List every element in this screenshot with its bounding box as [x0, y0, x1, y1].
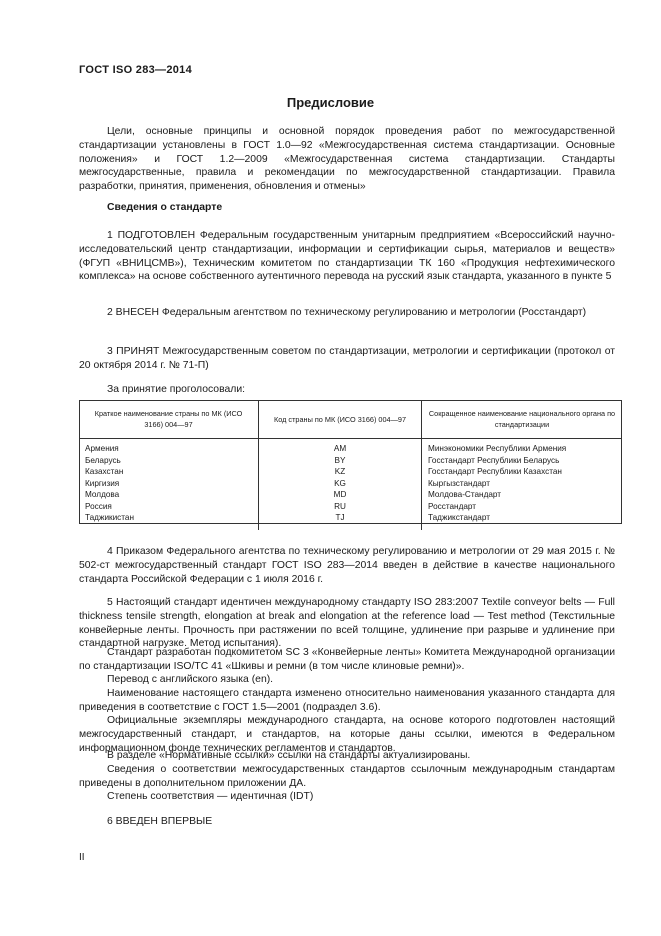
- code-cell: BY: [259, 455, 422, 467]
- table-header-row: [79, 400, 622, 439]
- item-2-paragraph: 2 ВНЕСЕН Федеральным агентством по техническому регулированию и метрологии (Росстандарт): [107, 307, 587, 318]
- code-cell: RU: [259, 501, 422, 513]
- code-cell: MD: [259, 489, 422, 501]
- code-cell: KG: [259, 478, 422, 490]
- section-heading: Сведения о стандарте: [107, 202, 223, 213]
- intro-paragraph: Цели, основные принципы и основной порядок проведения работ по межгосударственной стандартизации установлены в ГОСТ 1.0—92 «Межгосударственная система стандартизации. Основные положения» и ГОСТ 1.2—2009 «Межгосударственная система стандартизации. Стандарты межгосударственные, правила и рекомендации по межгосударственной стандартизации. Правила разработки, принятия, применения, обновления и отмены»: [79, 126, 615, 193]
- table-row: [79, 478, 622, 490]
- body-cell: Росстандарт: [428, 501, 477, 511]
- table-header-country: Краткое наименование страны по МК (ИСО 3166) 004—97: [79, 400, 259, 439]
- page-number: II: [79, 852, 85, 863]
- item-5-committee-paragraph: Стандарт разработан подкомитетом SC 3 «Конвейерные ленты» Комитета Международной организации по стандартизации ISO/TC 41 «Шкивы и ремни (в том числе клиновые ремни)».: [79, 647, 615, 672]
- item-5-official-copies-paragraph: Официальные экземпляры международного стандарта, на основе которого подготовлен настоящий межгосударственный стандарт, и стандартов, на которые даны ссылки, имеются в Федеральном информационном фонде технических регламентов и стандартов.: [79, 715, 615, 754]
- code-cell: KZ: [259, 466, 422, 478]
- country-cell: Беларусь: [79, 455, 259, 467]
- table-row: [79, 489, 622, 501]
- vote-intro: За принятие проголосовали:: [107, 384, 246, 395]
- item-5-translation-paragraph: Перевод с английского языка (en).: [107, 674, 274, 685]
- table-row: [79, 439, 622, 455]
- page-title: Предисловие: [286, 95, 375, 110]
- country-cell: Молдова: [79, 489, 259, 501]
- item-5-degree-paragraph: Степень соответствия — идентичная (IDT): [107, 791, 314, 802]
- document-code: ГОСТ ISO 283—2014: [79, 64, 193, 76]
- table-row: [79, 455, 622, 467]
- country-cell: Армения: [79, 439, 259, 455]
- body-cell: Таджикстандарт: [428, 513, 490, 522]
- code-cell: AM: [259, 439, 422, 455]
- table-header-body: Сокращенное наименование национального органа по стандартизации: [422, 400, 623, 439]
- body-cell: Госстандарт Республики Беларусь: [428, 455, 560, 465]
- code-cell: TJ: [259, 512, 422, 530]
- item-5-paragraph: 5 Настоящий стандарт идентичен международному стандарту ISO 283:2007 Textile conveyor belts — Full thickness tensile strength, elongation at break and elongation at the reference load — Test method (Текстильные конвейерные ленты. Прочность при растяжении по всей толщине, удлинение при разрыве и удлинение при стандартной нагрузке. Метод испытания).: [79, 597, 615, 650]
- country-cell: Киргизия: [79, 478, 259, 490]
- member-states-table: [79, 400, 622, 530]
- country-cell: Таджикистан: [79, 512, 259, 530]
- item-5-references-paragraph: В разделе «Нормативные ссылки» ссылки на стандарты актуализированы.: [107, 750, 471, 761]
- item-4-paragraph: 4 Приказом Федерального агентства по техническому регулированию и метрологии от 29 мая 2015 г. № 502-ст межгосударственный стандарт ГОСТ ISO 283—2014 введен в действие в качестве национального стандарта Российской Федерации с 1 июля 2016 г.: [79, 546, 615, 585]
- country-cell: Казахстан: [79, 466, 259, 478]
- body-cell: Минэкономики Республики Армения: [428, 444, 567, 453]
- item-5-annex-paragraph: Сведения о соответствии межгосударственных стандартов ссылочным международным стандартам приведены в дополнительном приложении ДА.: [79, 764, 615, 789]
- item-6-paragraph: 6 ВВЕДЕН ВПЕРВЫЕ: [107, 816, 213, 827]
- item-3-paragraph: 3 ПРИНЯТ Межгосударственным советом по стандартизации, метрологии и сертификации (протокол от 20 октября 2014 г. № 71-П): [79, 346, 615, 371]
- table-row: [79, 512, 622, 530]
- body-cell: Кыргызстандарт: [428, 478, 491, 488]
- body-cell: Госстандарт Республики Казахстан: [428, 467, 562, 476]
- item-5-title-change-paragraph: Наименование настоящего стандарта изменено относительно наименования указанного стандарта для приведения в соответствие с ГОСТ 1.5—2001 (подраздел 3.6).: [79, 688, 615, 713]
- table-row: [79, 501, 622, 513]
- table-row: [79, 466, 622, 478]
- table-header-code: Код страны по МК (ИСО 3166) 004—97: [259, 400, 422, 439]
- country-cell: Россия: [79, 501, 259, 513]
- item-1-paragraph: 1 ПОДГОТОВЛЕН Федеральным государственным унитарным предприятием «Всероссийский научно-исследовательский центр стандартизации, информации и сертификации сырья, материалов и веществ» (ФГУП «ВНИЦСМВ»), Техническим комитетом по стандартизации ТК 160 «Продукция нефтехимического комплекса» на основе собственного аутентичного перевода на русский язык стандарта, указанного в пункте 5: [79, 230, 615, 283]
- body-cell: Молдова-Стандарт: [428, 490, 502, 499]
